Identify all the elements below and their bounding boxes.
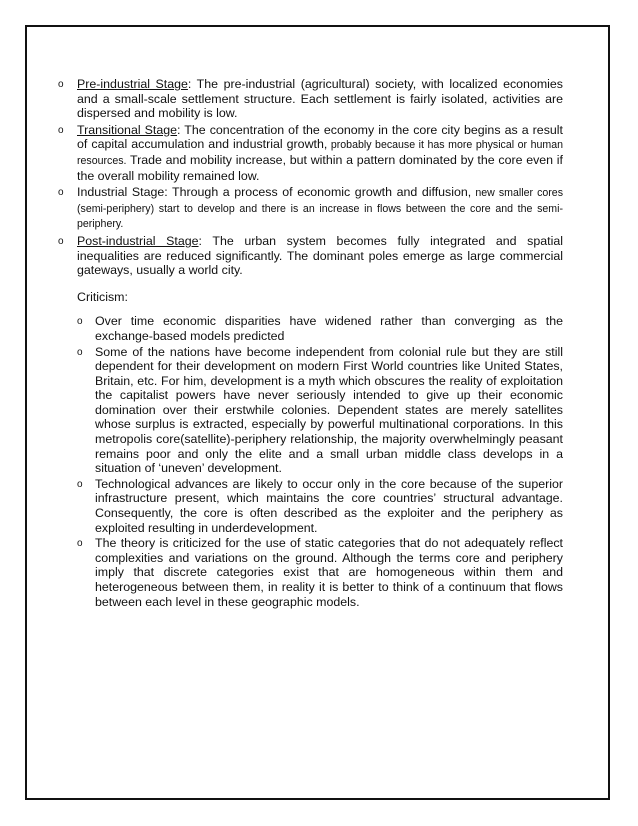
bullet-icon: o xyxy=(58,235,64,247)
criticism-text: Over time economic disparities have widened rather than converging as the exchange-based models predicted xyxy=(95,314,563,343)
criticism-text: Some of the nations have become independent from colonial rule but they are still dependent for their development on modern First World countries like United States, Britain, etc. For him, development is a myth which obscures the reality of exploitation the capitalist powers have never seriously intended to give up their economic domination over their erstwhile colonies. Dependent states are merely satellites whose surplus is extracted, especially by powerful multinational corporations. In this metropolis core(satellite)-periphery relationship, the majority overwhelmingly peasant remains poor and only the elite and a small urban middle class develops in a situation of ‘uneven’ development. xyxy=(95,344,563,476)
stage-post-industrial xyxy=(58,234,563,278)
stage-title: Post-industrial Stage xyxy=(77,233,199,248)
stage-small-text: probably because it has more physical or human resources. xyxy=(77,139,564,167)
stage-title: Industrial Stage xyxy=(77,185,165,200)
bullet-icon: o xyxy=(77,346,83,358)
criticism-text: The theory is criticized for the use of static categories that do not adequately reflect complexities and variations on the ground. Although the terms core and periphery imply that discrete categories exist that are homogeneous within them and heterogeneous between them, in reality it is better to think of a continuum that flows between each level in these geographic models. xyxy=(95,536,563,609)
stage-title: Transitional Stage xyxy=(77,122,178,137)
criticism-item xyxy=(77,477,563,535)
stage-pre-industrial xyxy=(58,77,563,121)
criticism-item xyxy=(77,536,563,609)
stage-title: Pre-industrial Stage xyxy=(77,77,188,91)
criticism-item xyxy=(77,314,563,343)
stage-text: : Through a process of economic growth and diffusion, xyxy=(164,185,472,200)
bullet-icon: o xyxy=(77,538,83,550)
criticism-heading: Criticism: xyxy=(77,289,128,304)
stage-text: : The pre-industrial (agricultural) society, with localized economies and a small-scale settlement structure. Each settlement is fairly isolated, activities are dispersed and mobility is low. xyxy=(77,77,563,121)
stage-text: : The urban system becomes fully integrated and spatial inequalities are reduced significantly. The dominant poles emerge as large commercial gateways, usually a world city. xyxy=(77,233,563,278)
criticism-list xyxy=(58,314,563,609)
stage-transitional xyxy=(58,123,563,183)
stage-small-text: new smaller cores (semi-periphery) start to develop and there is an increase in flows between the core and the semi-periphery. xyxy=(77,187,563,231)
stage-text: : The concentration of the economy in the core city begins as a result of capital accumulation and industrial growth, xyxy=(77,122,563,152)
bullet-icon: o xyxy=(58,79,64,90)
stage-industrial xyxy=(58,185,563,232)
bullet-icon: o xyxy=(58,124,64,136)
bullet-icon: o xyxy=(77,478,83,490)
stage-text-after: Trade and mobility increase, but within a pattern dominated by the core even if the overall mobility remained low. xyxy=(77,152,563,183)
bullet-icon: o xyxy=(58,187,64,199)
bullet-icon: o xyxy=(77,316,83,328)
criticism-item xyxy=(77,345,563,476)
criticism-text: Technological advances are likely to occur only in the core because of the superior infrastructure present, which maintains the core countries’ structural advantage. Consequently, the core is often described as the exploiter and the periphery as exploited resulting in underdevelopment. xyxy=(95,476,563,535)
document-body xyxy=(58,77,563,610)
